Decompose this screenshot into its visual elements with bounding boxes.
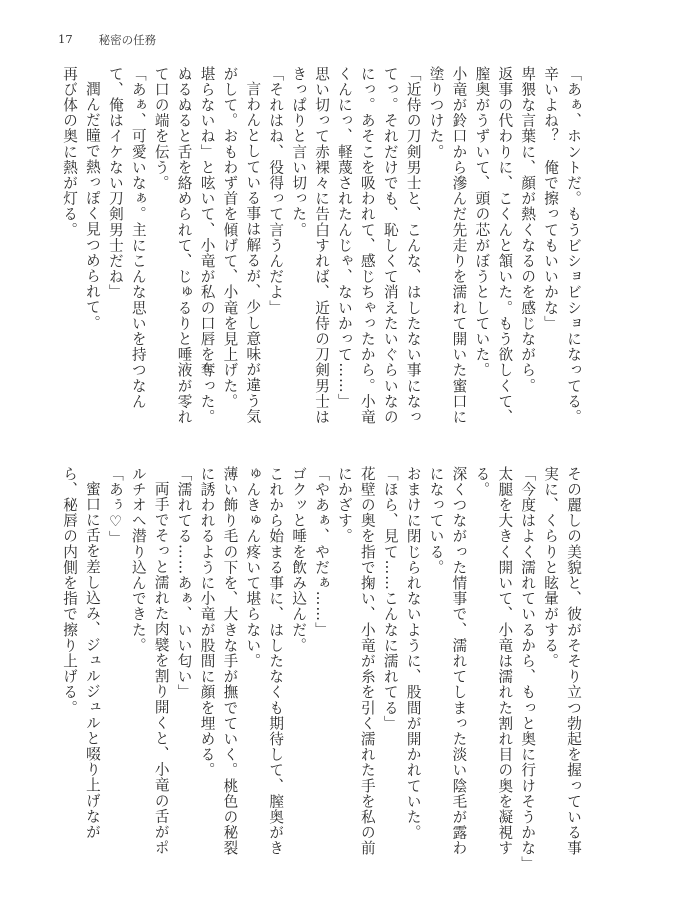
paragraph: 「今度はよく濡れているから、もっと奥に行けそうかな」: [519, 466, 537, 872]
paragraph: 「あぁ、可愛いなぁ。主にこんな思いを持つなんて、俺はイケない刀剣男士だね」: [106, 66, 147, 410]
paragraph: これから始まる事に、はしたなくも期待して、膣奥がきゅんきゅん疼いて堪らない。: [244, 466, 285, 856]
paragraph: 「ほら、見て……こんなに濡れてる」: [381, 466, 399, 732]
chapter-title: 秘密の任務: [98, 33, 157, 47]
paragraph: おまけに閉じられないように、股間が開かれていた。: [404, 466, 422, 841]
paragraph: 「あぁ、ホントだ。もうビショビショになってる。辛いよね？ 俺で擦ってもいいかな」: [542, 66, 582, 425]
paragraph: 両手でそっと濡れた肉襞を割り開くと、小竜の舌がポルチオへ潜り込んできた。: [129, 466, 170, 855]
paragraph: 「近侍の刀剣男士と、こんな、はしたない事になってっ。それだけでも、恥しくて消えたいぐらいなのにっ。あそこを吸われて、感じちゃったから。小竜くんにっ、軽蔑されたんじゃ、ないかって……」: [335, 66, 422, 425]
text-block-bottom: [57, 466, 584, 872]
paragraph: 潤んだ瞳で熱っぽく見つめられて。: [83, 80, 101, 331]
paragraph: 小竜が鈴口から滲んだ先走りを濡れて開いた蜜口に塗りつけた。: [427, 66, 468, 425]
running-head: [58, 32, 156, 48]
paragraph: 蜜口に舌を差し込み、ジュルジュルと啜り上げながら、秘唇の内側を指で擦り上げる。: [61, 466, 101, 840]
paragraph: 言わんとしている事は解るが、少し意味が違う気がして。おもわず首を傾げて、小竜を見上げた。: [221, 66, 262, 424]
paragraph: ぬるぬると舌を絡められて、じゅるりと唾液が零れて口の端を伝う。: [152, 66, 193, 425]
paragraph: 「やあぁ、やだぁ……」: [313, 466, 331, 638]
paragraph: ゴクッと唾を飲み込んだ。: [290, 466, 308, 654]
paragraph: 返事の代わりに、こくんと頷いた。もう欲しくて、膣奥がうずいて、頭の芯がぼうとしていた。: [473, 66, 514, 425]
paragraph: 「あぅ♡」: [106, 466, 124, 547]
paragraph: 卑猥な言葉に、顔が熱くなるのを感じながら。: [519, 66, 537, 394]
paragraph: 堪らないね」と呟いて、小竜が私の口唇を奪った。: [198, 66, 216, 425]
paragraph: 花壁の奥を指で掬い、小竜が糸を引く濡れた手を私の前にかざす。: [335, 466, 376, 856]
paragraph: 太腿を大きく開いて、小竜は濡れた割れ目の奥を凝視する。: [473, 466, 514, 856]
paragraph: 薄い飾り毛の下を、大きな手が撫でていく。桃色の秘裂に誘われるように小竜が股間に顔を埋める。: [198, 466, 239, 856]
paragraph: 深くつながった情事で、濡れてしまった淡い陰毛が露わになっている。: [427, 466, 468, 856]
paragraph: 「それはね、役得って言うんだよ」: [267, 66, 285, 316]
paragraph: 「濡れてる……あぁ、いい匂い」: [175, 466, 193, 700]
paragraph: 再び体の奥に熱が灯る。: [61, 66, 79, 238]
page-number: 17: [58, 32, 73, 46]
text-block-top: [57, 66, 584, 438]
paragraph: その麗しの美貌と、彼がそそり立つ勃起を握っている事実に、くらりと眩暈がする。: [542, 466, 582, 856]
paragraph: 思い切って赤裸々に告白すれば、近侍の刀剣男士はきっぱりと言い切った。: [290, 66, 331, 425]
